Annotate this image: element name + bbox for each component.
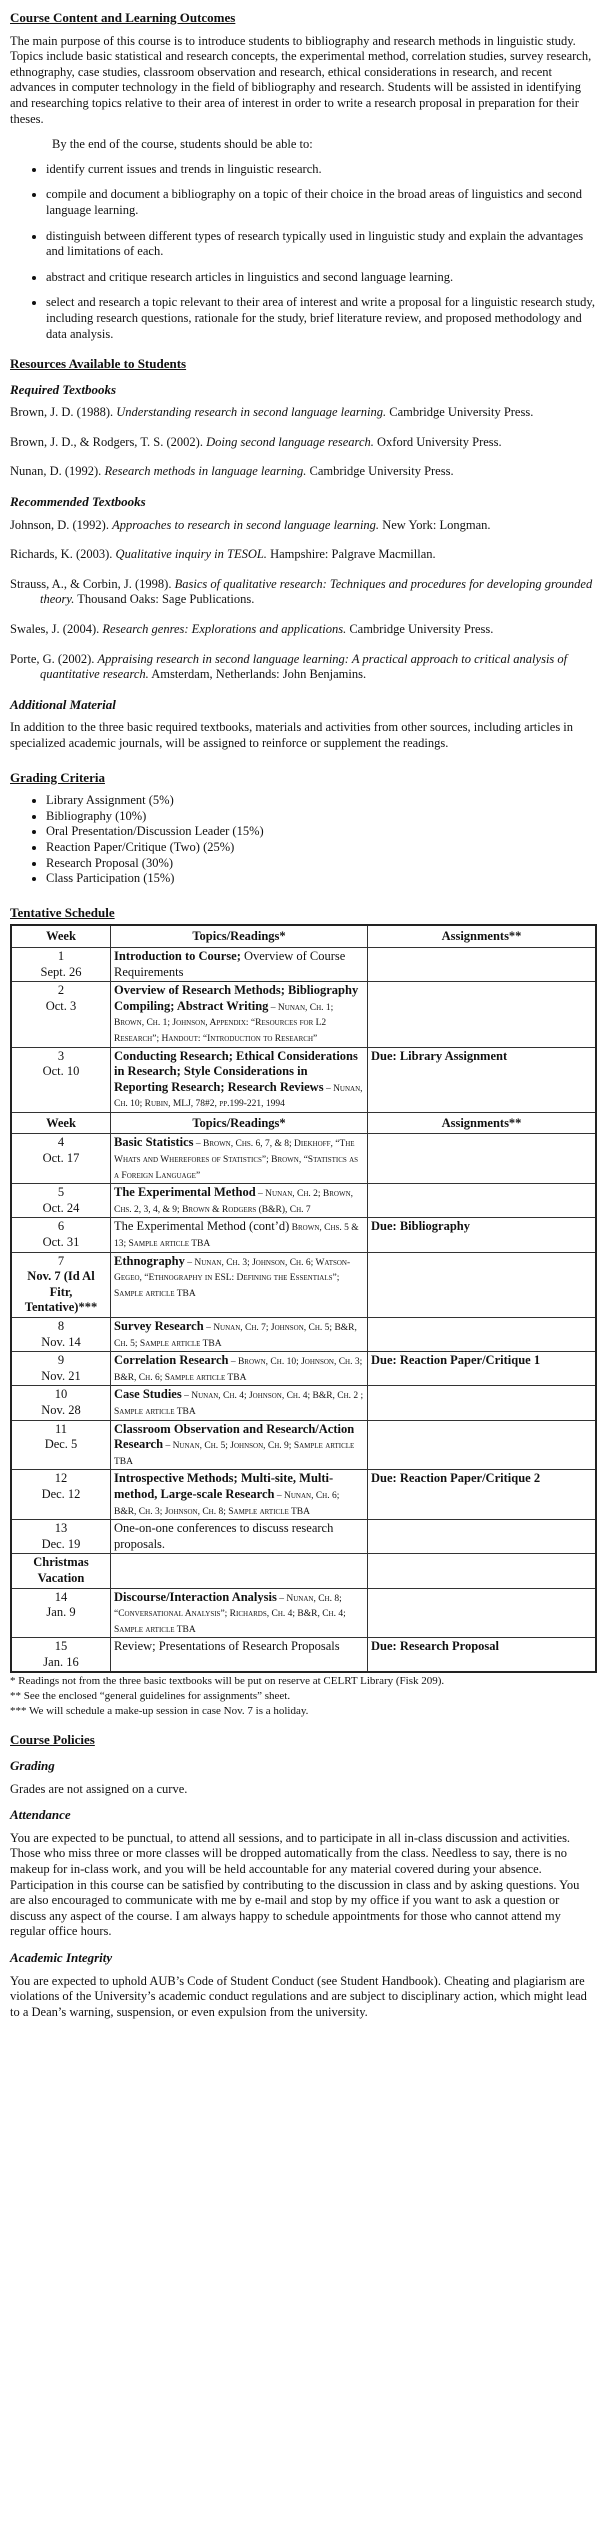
week-cell bbox=[11, 1386, 111, 1420]
week-date: Oct. 24 bbox=[42, 1200, 80, 1215]
reference-publisher: Cambridge University Press. bbox=[346, 622, 494, 637]
week-cell bbox=[11, 1420, 111, 1470]
assignment-cell: Due: Bibliography bbox=[368, 1218, 597, 1252]
outcome-item: • distinguish between different types of research typically used in linguistic study and explain the advantages and limitations of each. bbox=[46, 229, 597, 260]
week-date: Nov. 28 bbox=[41, 1402, 81, 1417]
outcomes-lead: By the end of the course, students should be able to: bbox=[52, 137, 313, 152]
week-number: 4 bbox=[57, 1135, 65, 1150]
policies-heading: Course Policies bbox=[10, 1732, 95, 1748]
topic-title: Correlation Research bbox=[114, 1353, 229, 1368]
topic-cell bbox=[111, 1420, 368, 1470]
schedule-heading: Tentative Schedule bbox=[10, 904, 115, 920]
topic-text: Review; Presentations of Research Proposals bbox=[114, 1639, 340, 1654]
topic-readings: – Nunan, Ch. 7; Johnson, Ch. 5; B&R, Ch. 5; Sample article TBA bbox=[114, 1323, 357, 1349]
topic-cell bbox=[111, 1318, 368, 1352]
topics-column-header: Topics/Readings* bbox=[111, 925, 368, 947]
assignments-column-header: Assignments** bbox=[368, 925, 597, 947]
topic-readings: – Nunan, Ch. 1; Brown, Ch. 1; Johnson, Appendix: “Resources for L2 Research”; Handout: “Introduction to Research” bbox=[114, 1002, 334, 1044]
schedule-row bbox=[11, 1184, 596, 1218]
grading-item: • Oral Presentation/Discussion Leader (15%) bbox=[46, 824, 597, 840]
topic-cell bbox=[111, 1470, 368, 1520]
week-number: 13 bbox=[54, 1521, 68, 1536]
schedule-row bbox=[11, 1588, 596, 1638]
schedule-row bbox=[11, 1520, 596, 1554]
topic-title: Conducting Research; Ethical Considerations in Research; Style Considerations in Reporting Research; Research Reviews bbox=[114, 1048, 358, 1094]
week-cell bbox=[11, 947, 111, 981]
topic-readings: – Nunan, Ch. 6; B&R, Ch. 3; Johnson, Ch. 8; Sample article TBA bbox=[114, 1490, 340, 1517]
assignment-cell: Due: Library Assignment bbox=[368, 1047, 597, 1112]
topic-readings: – Nunan, Ch. 2; Brown, Chs. 2, 3, 4, & 9; Brown & Rodgers (B&R), Ch. 7 bbox=[114, 1189, 354, 1215]
week-cell bbox=[11, 1252, 111, 1317]
week-number: 7 bbox=[57, 1253, 65, 1268]
week-date: Dec. 5 bbox=[44, 1437, 78, 1452]
topics-column-header: Topics/Readings* bbox=[111, 1112, 368, 1134]
week-number: 6 bbox=[57, 1219, 65, 1234]
assignment-cell: Due: Reaction Paper/Critique 1 bbox=[368, 1352, 597, 1386]
reference-item bbox=[10, 547, 597, 563]
outcome-item: • select and research a topic relevant to their area of interest and write a proposal for a linguistic research study, including research questions, rationale for the study, brief literature review, and proposed methodology and data analysis. bbox=[46, 295, 597, 342]
assignment-cell: Due: Reaction Paper/Critique 2 bbox=[368, 1470, 597, 1520]
outcome-item: • identify current issues and trends in linguistic research. bbox=[46, 162, 597, 178]
schedule-note: ** See the enclosed “general guidelines for assignments” sheet. bbox=[10, 1690, 291, 1703]
schedule-row bbox=[11, 1218, 596, 1252]
required-heading: Required Textbooks bbox=[10, 381, 117, 397]
schedule-row bbox=[11, 1554, 596, 1588]
reference-item bbox=[10, 464, 597, 480]
week-date: Oct. 17 bbox=[42, 1151, 80, 1166]
week-number: 8 bbox=[57, 1319, 65, 1333]
week-cell bbox=[11, 1638, 111, 1673]
schedule-header-row bbox=[11, 1112, 596, 1134]
assignment-cell bbox=[368, 1318, 597, 1352]
reference-publisher: Oxford University Press. bbox=[373, 434, 502, 449]
schedule-row bbox=[11, 1352, 596, 1386]
week-date: Jan. 9 bbox=[46, 1605, 76, 1620]
topic-title: Basic Statistics bbox=[114, 1135, 194, 1150]
schedule-row bbox=[11, 1386, 596, 1420]
week-number: 3 bbox=[57, 1048, 65, 1063]
week-date: Oct. 31 bbox=[42, 1235, 80, 1250]
reference-item bbox=[10, 577, 597, 608]
policy-integrity-heading: Academic Integrity bbox=[10, 1950, 113, 1965]
topic-cell bbox=[111, 1134, 368, 1184]
reference-publisher: Hampshire: Palgrave Macmillan. bbox=[266, 547, 436, 562]
policy-attendance-heading: Attendance bbox=[10, 1807, 71, 1823]
reference-item bbox=[10, 622, 597, 638]
schedule-row bbox=[11, 1047, 596, 1112]
schedule-row bbox=[11, 1470, 596, 1520]
week-column-header: Week bbox=[11, 1112, 111, 1134]
grading-item: • Class Participation (15%) bbox=[46, 871, 597, 887]
week-number: 9 bbox=[57, 1353, 65, 1368]
topic-readings: – Nunan, Ch. 5; Johnson, Ch. 9; Sample article TBA bbox=[114, 1441, 355, 1467]
topic-cell bbox=[111, 1184, 368, 1218]
week-number: 10 bbox=[54, 1387, 68, 1402]
outcome-item: • abstract and critique research articles in linguistics and second language learning. bbox=[46, 270, 597, 286]
topic-cell bbox=[111, 1554, 368, 1588]
week-cell bbox=[11, 1588, 111, 1638]
assignment-cell bbox=[368, 1588, 597, 1638]
schedule-row bbox=[11, 1252, 596, 1317]
reference-author: Porte, G. (2002). bbox=[10, 651, 98, 666]
topic-readings: Brown, Chs. 5 & 13; Sample article TBA bbox=[114, 1223, 359, 1250]
week-date: Nov. 14 bbox=[41, 1334, 81, 1349]
reference-item bbox=[10, 435, 597, 451]
schedule-note: *** We will schedule a make-up session in case Nov. 7 is a holiday. bbox=[10, 1705, 309, 1718]
reference-title: Research genres: Explorations and applications. bbox=[102, 622, 347, 637]
week-cell bbox=[11, 1218, 111, 1252]
reference-publisher: Thousand Oaks: Sage Publications. bbox=[74, 592, 255, 607]
reference-title: Basics of qualitative research: Techniques and procedures for developing grounded theory. bbox=[40, 576, 593, 607]
schedule-header-row bbox=[11, 925, 596, 947]
topic-title: Survey Research bbox=[114, 1319, 204, 1333]
assignment-cell bbox=[368, 1554, 597, 1588]
week-cell bbox=[11, 1134, 111, 1184]
policy-attendance-text: You are expected to be punctual, to attend all sessions, and to participate in all in-class discussion and activities. Those who miss three or more classes will be dropped automatically from the class. Needless to say, there is no makeup for in-class work, and you will be held accountable for any material covered during your absence. Participation in this course can be satisfied by contributing to the discussion in class and by asking questions. You are also encouraged to communicate with me by e-mail and stop by my office if you want to ask a question or discuss any aspect of the course. I am always happy to schedule appointments for those who cannot attend my regular office hours. bbox=[10, 1830, 580, 1939]
topic-cell bbox=[111, 1352, 368, 1386]
reference-title: Qualitative inquiry in TESOL. bbox=[115, 547, 267, 562]
policy-grading-text: Grades are not assigned on a curve. bbox=[10, 1781, 188, 1796]
assignment-cell bbox=[368, 1520, 597, 1554]
reference-title: Research methods in language learning. bbox=[104, 464, 307, 479]
week-number: 15 bbox=[54, 1639, 68, 1654]
topic-title: Introduction to Course; bbox=[114, 948, 241, 963]
topic-title: The Experimental Method bbox=[114, 1185, 256, 1200]
topic-title: Case Studies bbox=[114, 1387, 182, 1402]
topic-cell bbox=[111, 947, 368, 981]
reference-title: Understanding research in second language learning. bbox=[116, 405, 387, 420]
schedule-table bbox=[10, 924, 597, 1673]
additional-heading: Additional Material bbox=[10, 696, 116, 712]
grading-heading: Grading Criteria bbox=[10, 769, 105, 785]
topic-readings: – Nunan, Ch. 4; Johnson, Ch. 4; B&R, Ch. 2 ; Sample article TBA bbox=[114, 1391, 364, 1417]
assignment-cell bbox=[368, 982, 597, 1047]
week-date: Sept. 26 bbox=[40, 964, 82, 979]
week-date: Nov. 7 (Id Al Fitr, Tentative)*** bbox=[24, 1269, 98, 1315]
additional-text: In addition to the three basic required textbooks, materials and activities from other sources, including articles in specialized academic journals, will be assigned to reinforce or supplement the readings. bbox=[10, 720, 574, 750]
week-date: Oct. 10 bbox=[42, 1064, 80, 1079]
topic-title: Ethnography bbox=[114, 1253, 185, 1268]
reference-author: Brown, J. D. (1988). bbox=[10, 405, 117, 420]
topic-readings: – Nunan, Ch. 3; Johnson, Ch. 6; Watson-Gegeo, “Ethnography in ESL: Defining the Essentials”; Sample article TBA bbox=[114, 1257, 351, 1299]
reference-item bbox=[10, 518, 597, 534]
grading-item: • Bibliography (10%) bbox=[46, 809, 597, 825]
schedule-row bbox=[11, 1134, 596, 1184]
week-cell bbox=[11, 1318, 111, 1352]
week-number: Christmas Vacation bbox=[33, 1555, 89, 1585]
resources-heading: Resources Available to Students bbox=[10, 356, 187, 372]
content-intro: The main purpose of this course is to introduce students to bibliography and research methods in linguistic study. Topics include basic statistical and research concepts, the experimental method, correlation studies, survey research, ethnography, case studies, classroom observation and research, ethical considerations in research, and recent advances in computer technology in the field of bibliography and research. Students will be assisted in identifying and researching topics relative to their area of interest in order to write a research proposal in preparation for their theses. bbox=[10, 33, 592, 126]
week-cell bbox=[11, 1520, 111, 1554]
week-cell bbox=[11, 1470, 111, 1520]
recommended-list bbox=[10, 518, 597, 683]
reference-author: Nunan, D. (1992). bbox=[10, 464, 105, 479]
outcomes-list bbox=[10, 162, 597, 342]
policy-integrity-text: You are expected to uphold AUB’s Code of Student Conduct (see Student Handbook). Cheating and plagiarism are violations of the University’s academic conduct regulations and are subject to disciplinary action, which might lead to a Dean’s warning, suspension, or even expulsion from the university. bbox=[10, 1973, 587, 2019]
topic-readings: – Brown, Chs. 6, 7, & 8; Diekhoff, “The Whats and Wherefores of Statistics”; Brown, “Statistics as a Foreign Language” bbox=[114, 1139, 359, 1181]
reference-author: Richards, K. (2003). bbox=[10, 547, 116, 562]
reference-title: Doing second language research. bbox=[206, 434, 374, 449]
reference-publisher: Amsterdam, Netherlands: John Benjamins. bbox=[148, 667, 367, 682]
grading-item: • Library Assignment (5%) bbox=[46, 793, 597, 809]
assignment-cell bbox=[368, 1420, 597, 1470]
week-cell bbox=[11, 1047, 111, 1112]
week-cell bbox=[11, 982, 111, 1047]
topic-readings: – Nunan, Ch. 10; Rubin, MLJ, 78#2, pp.199-221, 1994 bbox=[114, 1083, 363, 1110]
schedule-row bbox=[11, 1318, 596, 1352]
topic-cell bbox=[111, 1638, 368, 1673]
reference-author: Brown, J. D., & Rodgers, T. S. (2002). bbox=[10, 434, 207, 449]
assignment-cell bbox=[368, 1386, 597, 1420]
assignment-cell bbox=[368, 947, 597, 981]
topic-text: One-on-one conferences to discuss research proposals. bbox=[114, 1521, 334, 1551]
week-date: Jan. 16 bbox=[43, 1654, 79, 1669]
required-list bbox=[10, 405, 597, 480]
week-number: 14 bbox=[54, 1589, 68, 1604]
schedule-row bbox=[11, 982, 596, 1047]
week-cell bbox=[11, 1352, 111, 1386]
week-number: 1 bbox=[57, 948, 65, 963]
reference-title: Appraising research in second language learning: A practical approach to critical analysis of quantitative research. bbox=[40, 651, 568, 682]
week-cell bbox=[11, 1554, 111, 1588]
topic-text: Overview of Course Requirements bbox=[114, 948, 346, 979]
schedule-notes bbox=[10, 1675, 597, 1718]
week-cell bbox=[11, 1184, 111, 1218]
schedule-note: * Readings not from the three basic textbooks will be put on reserve at CELRT Library (Fisk 209). bbox=[10, 1675, 445, 1688]
week-column-header: Week bbox=[11, 925, 111, 947]
topic-title: Overview of Research Methods; Bibliography Compiling; Abstract Writing bbox=[114, 983, 359, 1013]
outcome-item: • compile and document a bibliography on a topic of their choice in the broad areas of linguistics and second language learning. bbox=[46, 187, 597, 218]
week-date: Oct. 3 bbox=[45, 998, 77, 1013]
assignment-cell bbox=[368, 1252, 597, 1317]
reference-title: Approaches to research in second language learning. bbox=[112, 517, 380, 532]
grading-item: • Research Proposal (30%) bbox=[46, 856, 597, 872]
policy-grading-heading: Grading bbox=[10, 1758, 55, 1774]
week-number: 11 bbox=[54, 1421, 68, 1436]
topic-cell bbox=[111, 982, 368, 1047]
schedule-row bbox=[11, 1420, 596, 1470]
topic-title: Discourse/Interaction Analysis bbox=[114, 1589, 277, 1604]
reference-item bbox=[10, 652, 597, 683]
topic-cell bbox=[111, 1588, 368, 1638]
week-date: Dec. 19 bbox=[41, 1536, 81, 1551]
week-date: Dec. 12 bbox=[41, 1486, 81, 1501]
week-number: 12 bbox=[54, 1471, 68, 1486]
recommended-heading: Recommended Textbooks bbox=[10, 494, 146, 510]
assignment-cell: Due: Research Proposal bbox=[368, 1638, 597, 1673]
topic-cell bbox=[111, 1386, 368, 1420]
topic-cell bbox=[111, 1047, 368, 1112]
grading-item: • Reaction Paper/Critique (Two) (25%) bbox=[46, 840, 597, 856]
reference-author: Strauss, A., & Corbin, J. (1998). bbox=[10, 576, 175, 591]
topic-readings: – Brown, Ch. 10; Johnson, Ch. 3; B&R, Ch. 6; Sample article TBA bbox=[114, 1357, 363, 1383]
topic-cell bbox=[111, 1520, 368, 1554]
topic-readings: – Nunan, Ch. 8; “Conversational Analysis”; Richards, Ch. 4; B&R, Ch. 4; Sample article TBA bbox=[114, 1593, 346, 1635]
reference-author: Swales, J. (2004). bbox=[10, 622, 103, 637]
assignment-cell bbox=[368, 1184, 597, 1218]
topic-cell bbox=[111, 1252, 368, 1317]
topic-text: The Experimental Method (cont’d) bbox=[114, 1219, 290, 1234]
schedule-row bbox=[11, 947, 596, 981]
topic-cell bbox=[111, 1218, 368, 1252]
week-number: 2 bbox=[57, 983, 65, 998]
topic-title: Classroom Observation and Research/Action Research bbox=[114, 1421, 355, 1452]
schedule-row bbox=[11, 1638, 596, 1673]
content-heading: Course Content and Learning Outcomes bbox=[10, 10, 236, 25]
week-date: Nov. 21 bbox=[41, 1368, 81, 1383]
reference-publisher: Cambridge University Press. bbox=[306, 464, 454, 479]
reference-author: Johnson, D. (1992). bbox=[10, 517, 113, 532]
assignment-cell bbox=[368, 1134, 597, 1184]
topic-title: Introspective Methods; Multi-site, Multi-method, Large-scale Research bbox=[114, 1471, 334, 1501]
reference-item bbox=[10, 405, 597, 421]
week-number: 5 bbox=[57, 1185, 65, 1200]
reference-publisher: New York: Longman. bbox=[379, 517, 491, 532]
reference-publisher: Cambridge University Press. bbox=[386, 405, 534, 420]
assignments-column-header: Assignments** bbox=[368, 1112, 597, 1134]
grading-list bbox=[10, 793, 597, 887]
